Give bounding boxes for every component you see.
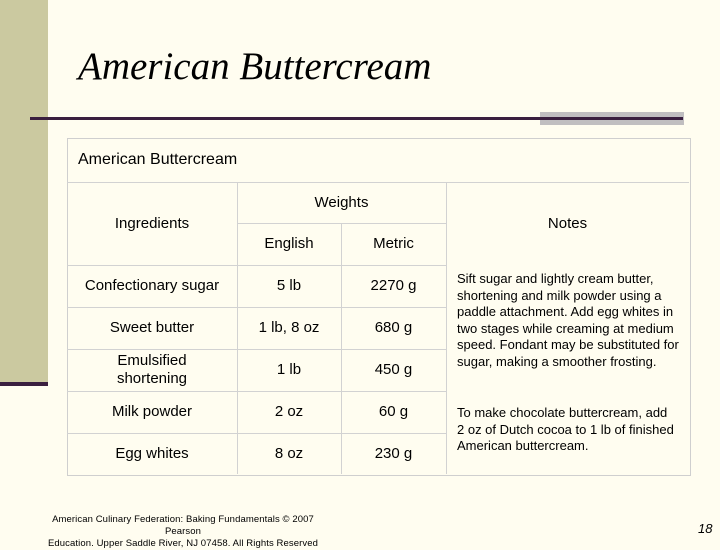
header-english: English xyxy=(264,235,314,252)
ingredient-cell: Emulsified shortening xyxy=(116,352,188,387)
metric-weight-cell: 2270 g xyxy=(370,277,417,294)
english-weight-cell: 5 lb xyxy=(276,277,302,294)
metric-weight-cell: 450 g xyxy=(374,361,413,378)
ingredient-cell: Egg whites xyxy=(115,445,189,462)
header-notes: Notes xyxy=(547,214,588,232)
header-metric: Metric xyxy=(373,235,414,252)
table-caption: American Buttercream xyxy=(78,151,238,168)
footer-line: American Culinary Federation: Baking Fundamentals © 2007 Pearson xyxy=(52,514,314,537)
english-weight-cell: 2 oz xyxy=(274,403,304,420)
notes-text: To make chocolate buttercream, add 2 oz of Dutch cocoa to 1 lb of finished American buttercream. xyxy=(457,405,674,453)
english-weight-cell: 8 oz xyxy=(274,445,304,462)
english-weight-cell: 1 lb, 8 oz xyxy=(258,319,320,336)
title-rule xyxy=(30,117,683,120)
ingredient-cell: Sweet butter xyxy=(109,319,195,336)
metric-weight-cell: 680 g xyxy=(374,319,413,336)
footer-line: Education. Upper Saddle River, NJ 07458. All Rights Reserved xyxy=(47,538,319,549)
page-number: 18 xyxy=(698,521,713,536)
slide-title: American Buttercream xyxy=(78,45,432,88)
metric-weight-cell: 230 g xyxy=(374,445,413,462)
footer-credit xyxy=(33,514,333,550)
side-band xyxy=(0,0,48,384)
header-weights: Weights xyxy=(314,193,369,211)
metric-weight-cell: 60 g xyxy=(378,403,409,420)
side-accent-line xyxy=(0,382,48,386)
header-ingredients: Ingredients xyxy=(114,214,190,232)
notes-text: Sift sugar and lightly cream butter, shortening and milk powder using a paddle attachment. Add egg whites in two stages while creaming at medium speed. Fondant may be substituted for sugar, making a smoother frosting. xyxy=(457,271,679,369)
ingredient-cell: Milk powder xyxy=(111,403,193,420)
english-weight-cell: 1 lb xyxy=(276,361,302,378)
ingredient-cell: Confectionary sugar xyxy=(84,277,220,294)
